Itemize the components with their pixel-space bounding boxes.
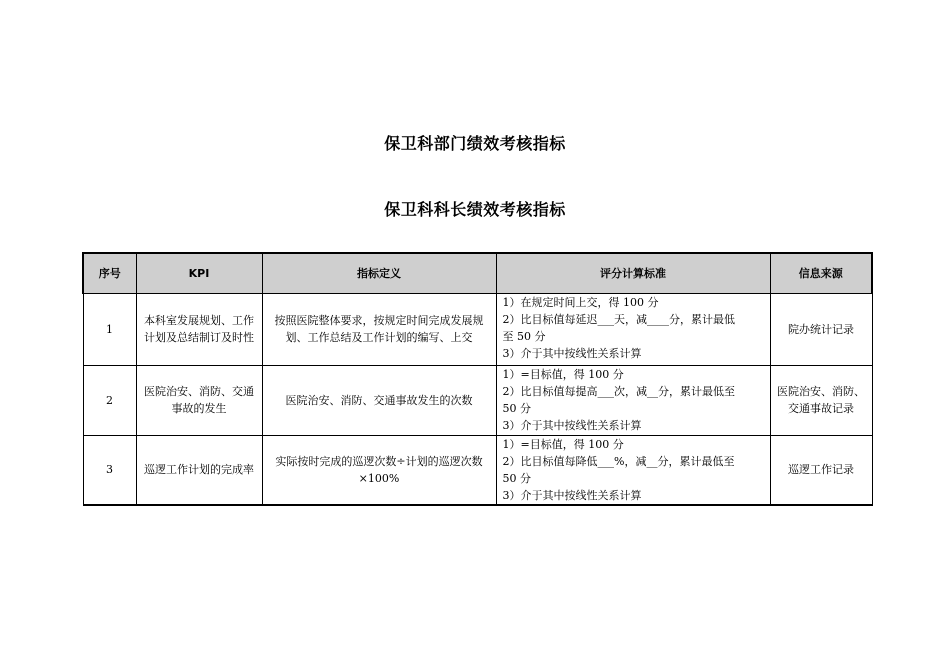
header-index: 序号	[83, 253, 136, 293]
cell-definition: 医院治安、消防、交通事故发生的次数	[262, 365, 496, 435]
scoring-line: 2）比目标值每降低___%，减__分，累计最低至	[502, 454, 735, 468]
scoring-line: 3）介于其中按线性关系计算	[502, 488, 642, 502]
scoring-line: 2）比目标值每提高___次，减__分，累计最低至	[502, 384, 735, 398]
table-row	[83, 365, 872, 435]
table-row	[83, 435, 872, 505]
scoring-line: 至 50 分	[502, 329, 546, 343]
table-header-row	[83, 253, 872, 293]
header-source: 信息来源	[770, 253, 872, 293]
cell-scoring	[496, 365, 770, 435]
scoring-line: 2）比目标值每延迟___天，减____分，累计最低	[502, 312, 735, 326]
header-kpi: KPI	[136, 253, 262, 293]
scoring-line: 50 分	[502, 401, 531, 415]
cell-kpi: 本科室发展规划、工作计划及总结制订及时性	[136, 293, 262, 365]
header-definition: 指标定义	[262, 253, 496, 293]
scoring-line: 1）=目标值，得 100 分	[502, 437, 624, 451]
document-subtitle: 保卫科科长绩效考核指标	[384, 200, 566, 219]
kpi-table	[82, 252, 873, 506]
header-scoring: 评分计算标准	[496, 253, 770, 293]
cell-source: 院办统计记录	[770, 293, 872, 365]
cell-scoring	[496, 435, 770, 505]
scoring-line: 50 分	[502, 471, 531, 485]
scoring-line: 3）介于其中按线性关系计算	[502, 418, 642, 432]
cell-source: 医院治安、消防、交通事故记录	[770, 365, 872, 435]
scoring-line: 3）介于其中按线性关系计算	[502, 346, 642, 360]
scoring-line: 1）在规定时间上交，得 100 分	[502, 295, 659, 309]
cell-index: 2	[83, 365, 136, 435]
cell-definition: 实际按时完成的巡逻次数÷计划的巡逻次数×100%	[262, 435, 496, 505]
scoring-line: 1）=目标值，得 100 分	[502, 367, 624, 381]
cell-index: 1	[83, 293, 136, 365]
cell-index: 3	[83, 435, 136, 505]
cell-kpi: 巡逻工作计划的完成率	[136, 435, 262, 505]
cell-definition: 按照医院整体要求，按规定时间完成发展规划、工作总结及工作计划的编写、上交	[262, 293, 496, 365]
cell-scoring	[496, 293, 770, 365]
cell-source: 巡逻工作记录	[770, 435, 872, 505]
document-title: 保卫科部门绩效考核指标	[384, 134, 566, 153]
cell-kpi: 医院治安、消防、交通事故的发生	[136, 365, 262, 435]
table-row	[83, 293, 872, 365]
